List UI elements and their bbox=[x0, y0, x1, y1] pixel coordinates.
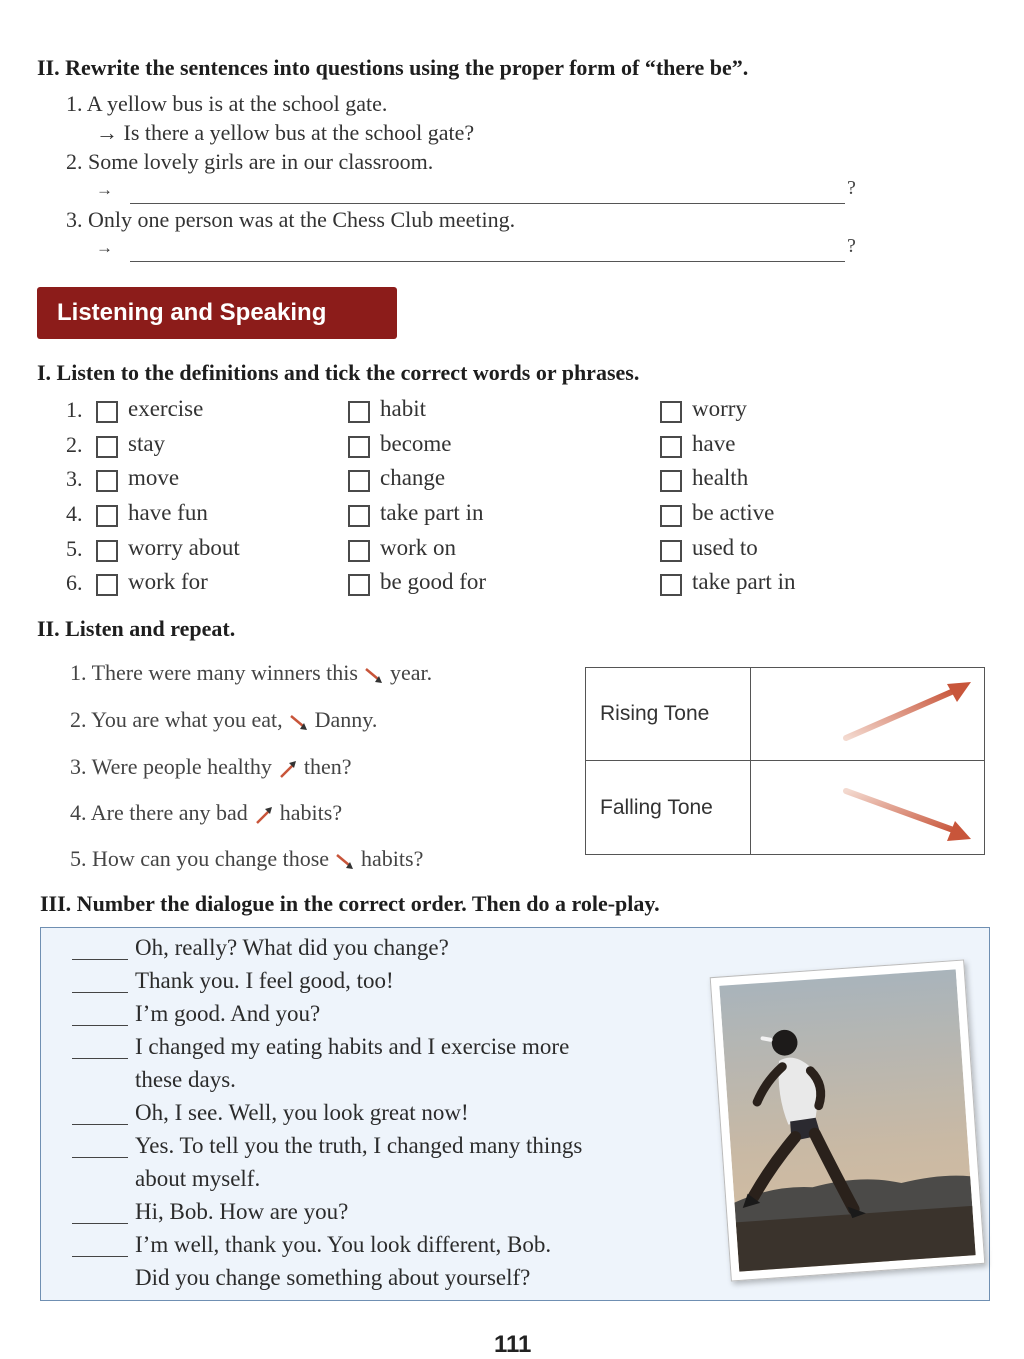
rewrite-sentence-1: 1. A yellow bus is at the school gate. bbox=[66, 91, 388, 116]
tick-checkbox[interactable] bbox=[660, 401, 682, 423]
rewrite-heading: II. Rewrite the sentences into questions using the proper form of “there be”. bbox=[37, 55, 749, 80]
repeat-line-end: habits? bbox=[361, 846, 424, 871]
repeat-line-end: year. bbox=[389, 660, 433, 685]
rewrite-answer-1: → Is there a yellow bus at the school gate? bbox=[96, 120, 475, 145]
dialogue-line-continued: these days. bbox=[135, 1067, 236, 1092]
tick-checkbox[interactable] bbox=[348, 574, 370, 596]
dialogue-line: Hi, Bob. How are you? bbox=[135, 1199, 349, 1224]
dialogue-line: Yes. To tell you the truth, I changed many things bbox=[135, 1133, 583, 1158]
tick-option-label: worry about bbox=[128, 535, 240, 560]
answer-line-3[interactable] bbox=[130, 261, 845, 262]
rising-tone-icon bbox=[278, 758, 300, 780]
falling-tone-icon bbox=[289, 711, 311, 733]
tick-option-label: health bbox=[692, 465, 749, 490]
repeat-line-text: 3. Were people healthy bbox=[70, 754, 272, 779]
tick-option-label: habit bbox=[380, 396, 426, 421]
tick-checkbox[interactable] bbox=[348, 505, 370, 527]
rising-arrow-icon bbox=[751, 668, 986, 760]
tick-row-number: 4. bbox=[66, 501, 83, 526]
dialogue-line-continued: about myself. bbox=[135, 1166, 261, 1191]
falling-tone-icon bbox=[364, 664, 386, 686]
runner-photo bbox=[710, 959, 986, 1281]
question-mark-3: ? bbox=[847, 235, 856, 257]
rewrite-sentence-3: 3. Only one person was at the Chess Club meeting. bbox=[66, 207, 516, 232]
tick-option-label: take part in bbox=[692, 569, 796, 594]
tick-checkbox[interactable] bbox=[660, 505, 682, 527]
tone-label-rising: Rising Tone bbox=[586, 668, 751, 760]
order-blank[interactable] bbox=[72, 1124, 128, 1125]
order-blank[interactable] bbox=[72, 1058, 128, 1059]
tick-option-label: work on bbox=[380, 535, 457, 560]
tick-checkbox[interactable] bbox=[348, 436, 370, 458]
tick-option-label: used to bbox=[692, 535, 758, 560]
repeat-line-text: 1. There were many winners this bbox=[70, 660, 358, 685]
repeat-line-text: 4. Are there any bad bbox=[70, 800, 248, 825]
tick-option-label: be active bbox=[692, 500, 775, 525]
tick-checkbox[interactable] bbox=[660, 540, 682, 562]
dialogue-heading: III. Number the dialogue in the correct order. Then do a role-play. bbox=[40, 891, 660, 916]
tick-checkbox[interactable] bbox=[96, 470, 118, 492]
tick-row-number: 1. bbox=[66, 397, 83, 422]
tick-checkbox[interactable] bbox=[660, 470, 682, 492]
tick-option-label: exercise bbox=[128, 396, 204, 421]
tick-option-label: take part in bbox=[380, 500, 484, 525]
page-number: 111 bbox=[494, 1331, 532, 1358]
tick-row-number: 6. bbox=[66, 570, 83, 595]
tick-checkbox[interactable] bbox=[96, 401, 118, 423]
tick-option-label: become bbox=[380, 431, 452, 456]
repeat-line-text: 5. How can you change those bbox=[70, 846, 330, 871]
falling-tone-icon bbox=[335, 850, 357, 872]
tick-checkbox[interactable] bbox=[96, 505, 118, 527]
order-blank[interactable] bbox=[72, 1256, 128, 1257]
dialogue-line: Thank you. I feel good, too! bbox=[135, 968, 394, 993]
tick-option-label: stay bbox=[128, 431, 166, 456]
tick-checkbox[interactable] bbox=[96, 574, 118, 596]
dialogue-line: I changed my eating habits and I exercise more bbox=[135, 1034, 570, 1059]
repeat-line-end: Danny. bbox=[314, 707, 378, 732]
tick-checkbox[interactable] bbox=[348, 470, 370, 492]
tick-checkbox[interactable] bbox=[96, 436, 118, 458]
repeat-heading: II. Listen and repeat. bbox=[37, 616, 236, 641]
tick-option-label: have bbox=[692, 431, 736, 456]
order-blank[interactable] bbox=[72, 959, 128, 960]
repeat-line-end: habits? bbox=[279, 800, 343, 825]
tick-row-number: 5. bbox=[66, 536, 83, 561]
question-mark-2: ? bbox=[847, 177, 856, 199]
repeat-line-end: then? bbox=[303, 754, 352, 779]
repeat-line-text: 2. You are what you eat, bbox=[70, 707, 283, 732]
runner-image-icon bbox=[719, 969, 975, 1272]
order-blank[interactable] bbox=[72, 1025, 128, 1026]
answer-line-2[interactable] bbox=[130, 203, 845, 204]
tick-option-label: change bbox=[380, 465, 446, 490]
section-banner: Listening and Speaking bbox=[37, 287, 397, 339]
rewrite-sentence-2: 2. Some lovely girls are in our classroom. bbox=[66, 149, 434, 174]
tick-row-number: 3. bbox=[66, 466, 83, 491]
dialogue-line: I’m good. And you? bbox=[135, 1001, 321, 1026]
tick-option-label: have fun bbox=[128, 500, 208, 525]
order-blank[interactable] bbox=[72, 992, 128, 993]
tone-label-falling: Falling Tone bbox=[586, 761, 751, 854]
rising-tone-icon bbox=[254, 804, 276, 826]
tick-checkbox[interactable] bbox=[660, 436, 682, 458]
order-blank[interactable] bbox=[72, 1157, 128, 1158]
order-blank[interactable] bbox=[72, 1223, 128, 1224]
tick-checkbox[interactable] bbox=[348, 540, 370, 562]
tick-option-label: worry bbox=[692, 396, 747, 421]
tick-checkbox[interactable] bbox=[660, 574, 682, 596]
falling-arrow-icon bbox=[751, 761, 986, 854]
tick-option-label: be good for bbox=[380, 569, 487, 594]
dialogue-line: Oh, really? What did you change? bbox=[135, 935, 449, 960]
dialogue-line: Oh, I see. Well, you look great now! bbox=[135, 1100, 469, 1125]
tone-row-rising bbox=[586, 668, 984, 761]
tone-table bbox=[585, 667, 985, 855]
tick-row-number: 2. bbox=[66, 432, 83, 457]
tick-checkbox[interactable] bbox=[96, 540, 118, 562]
listen-heading: I. Listen to the definitions and tick the correct words or phrases. bbox=[37, 360, 640, 385]
dialogue-line-continued: Did you change something about yourself? bbox=[135, 1265, 531, 1290]
tick-checkbox[interactable] bbox=[348, 401, 370, 423]
tick-option-label: work for bbox=[128, 569, 208, 594]
tick-option-label: move bbox=[128, 465, 180, 490]
tone-row-falling bbox=[586, 761, 984, 854]
dialogue-line: I’m well, thank you. You look different, Bob. bbox=[135, 1232, 552, 1257]
arrow-3: → bbox=[96, 238, 113, 257]
arrow-2: → bbox=[96, 180, 113, 199]
